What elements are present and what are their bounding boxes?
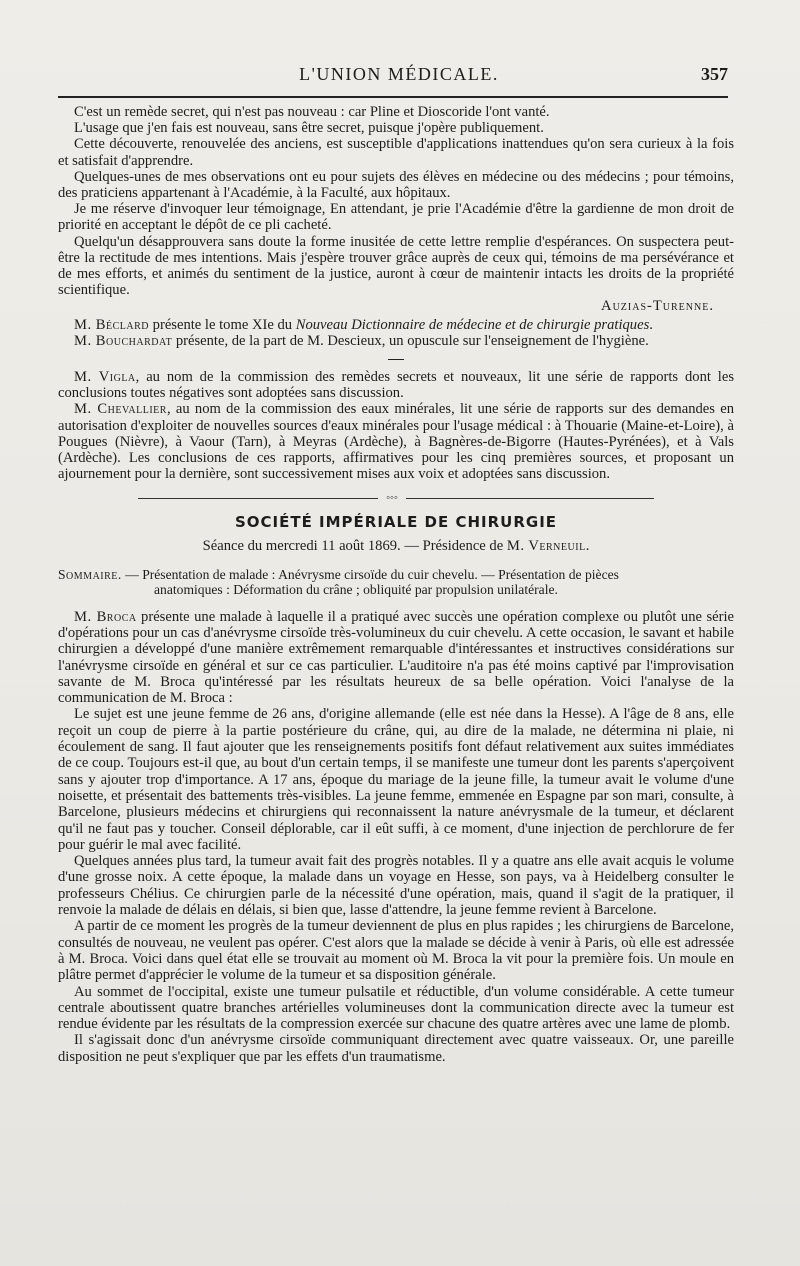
separator-dash (58, 351, 734, 365)
body-paragraph (58, 984, 734, 1033)
session-body (58, 609, 734, 1065)
announcement-text: présente le tome XIe du (149, 316, 296, 333)
body-paragraph (58, 1032, 734, 1065)
announcement (58, 333, 734, 349)
body-paragraph (58, 918, 734, 983)
session-suffix: . (585, 538, 590, 555)
paragraph: Quelqu'un désapprouvera sans doute la forme inusitée de cette lettre remplie d'espérances. On suspectera peut-être la rectitude de mes intentions. Mais j'espère trouver grâce auprès de ceux qui, témoins de ma persévérance et de mes efforts, et animés du sentiment de la justice, auront à cœur de maintenir intacts les droits de la propriété scientifique. (58, 233, 734, 299)
announcement (58, 317, 734, 333)
body-paragraph-text: Il s'agissait donc d'un anévrysme cirsoïde communiquant directement avec quatre vaisseaux. Or, une pareille disposition ne peut s'expliquer que par les effets d'un traumatisme. (58, 1032, 734, 1065)
announcement-text: présente, de la part de M. Descieux, un opuscule sur l'enseignement de l'hygiène. (172, 332, 649, 349)
speaker-name: M. Vigla (74, 369, 136, 386)
body-paragraph (58, 609, 734, 707)
body-paragraph-text: Quelques années plus tard, la tumeur avait fait des progrès notables. Il y a quatre ans elle avait acquis le volume d'une grosse noix. A cette époque, la malade dans un voyage en Hesse, son pays, va à Heidelberg consulter le professeurs Chélius. Ce chirurgien parle de la nécessité d'une opération, mais, quand il s'agit de la pratiquer, il renvoie la malade de délais en délais, si bien que, lasse d'attendre, la jeune femme revient à Barcelone. (58, 853, 734, 919)
summary-line-2: anatomiques : Déformation du crâne ; obliquité par propulsion unilatérale. (154, 581, 558, 597)
page-number: 357 (701, 64, 728, 84)
paragraph: Cette découverte, renouvelée des anciens, est susceptible d'applications inattendues qu'on sera curieux à la fois et satisfait d'apprendre. (58, 136, 734, 169)
speaker-name: M. Chevallier (74, 401, 167, 418)
body-paragraph-text: présente une malade à laquelle il a pratiqué avec succès une opération complexe ou plutôt une série d'opérations pour un cas d'anévrysme cirsoïde très-volumineux du cuir chevelu. A cette occasion, le savant et habile chirurgien a développé d'une manière extrêmement remarquable d'intéressantes et instructives considérations sur l'anévrysme cirsoïde en général et sur ce cas particulier. L'auditoire n'a pas été moins captivé par l'improvisation savante de M. Broca qu'intéressé par les résultats heureux de sa belle opération. Voici l'analyse de la communication de M. Broca : (58, 608, 734, 707)
paragraph: Je me réserve d'invoquer leur témoignage, En attendant, je prie l'Académie d'être la gardienne de mon droit de priorité en acceptant le dépôt de ce pli cacheté. (58, 201, 734, 234)
header-rule (58, 96, 728, 98)
speaker-name: M. Béclard (74, 316, 150, 333)
summary (58, 567, 734, 597)
ornament-knot-icon: ◦◦◦ (386, 492, 398, 505)
speaker-name: M. Bouchardat (74, 332, 173, 349)
summary-label: Sommaire. (58, 566, 122, 582)
summary-line-1: — Présentation de malade : Anévrysme cirsoïde du cuir chevelu. — Présentation de pièces (121, 566, 619, 582)
body-paragraph-text: Le sujet est une jeune femme de 26 ans, d'origine allemande (elle est née dans la Hesse). A l'âge de 8 ans, elle reçoit un coup de pierre à la partie postérieure du crâne, qui, au dire de la malade, ne détermina ni plaie, ni écoulement de sang. Il faut ajouter que les renseignements positifs font défaut relativement aux suites immédiates de ce coup. Toujours est-il que, au bout d'un certain temps, il se manifeste une tumeur dont les parents s'aperçoivent sans y ajouter trop d'importance. A 17 ans, époque du mariage de la jeune fille, la tumeur avait le volume d'une noisette, et présentait des battements très-visibles. La jeune femme, emmenée en Espagne par son mari, consulte, à Barcelone, plusieurs médecins et chirurgiens qui reconnaissent la nature anévrysmale de la tumeur, et déclarent qu'il ne faut pas y toucher. Conseil déplorable, car il eût suffi, à ce moment, d'une injection de perchlorure de fer pour guérir le mal avec facilité. (58, 706, 734, 853)
report-text: , au nom de la commission des remèdes secrets et nouveaux, lit une série de rapports dont les conclusions toutes négatives sont adoptées sans discussion. (58, 369, 735, 402)
session-president: M. Verneuil (506, 538, 586, 555)
paragraph: Quelques-unes de mes observations ont eu pour sujets des élèves en médecine ou des médecins ; pour témoins, des praticiens appartenant à l'Académie, à la Faculté, aux hôpitaux. (58, 168, 734, 202)
book-title: Nouveau Dictionnaire de médecine et de chirurgie pratiques (295, 316, 650, 333)
signature: Auzias-Turenne. (601, 298, 714, 315)
section-title: SOCIÉTÉ IMPÉRIALE DE CHIRURGIE (234, 513, 558, 532)
body-paragraph-text: Au sommet de l'occipital, existe une tumeur pulsatile et réductible, d'un volume considérable. A cette tumeur centrale aboutissent quatre branches artérielles volumineuses dont la communication directe avec la tumeur est rendue évidente par les résultats de la compression exercée sur chacune des quatre artères avec une lame de plomb. (58, 983, 734, 1033)
report (58, 401, 734, 482)
body-paragraph (58, 853, 734, 918)
page-header (58, 64, 740, 88)
section-ornament (58, 492, 734, 506)
session-line (58, 538, 734, 554)
body-paragraph-text: A partir de ce moment les progrès de la tumeur deviennent de plus en plus rapides ; les chirurgiens de Barcelone, consultés de nouveau, ne veulent pas opérer. C'est alors que la malade se décide à venir à Paris, où elle est adressée à M. Broca. Voici dans quel état elle se trouvait au moment où M. Broca la vit pour la première fois. Un moule en plâtre permet d'apprécier le volume de la tumeur et sa disposition générale. (58, 918, 734, 984)
content-column (58, 104, 734, 1065)
session-prefix: Séance du mercredi 11 août 1869. — Présidence de (202, 538, 507, 555)
paragraph: L'usage que j'en fais est nouveau, sans être secret, puisque j'opère publiquement. (74, 120, 544, 137)
running-title: L'UNION MÉDICALE. (299, 64, 499, 84)
announcement-tail: . (649, 316, 653, 333)
speaker-name: M. Broca (74, 608, 137, 625)
body-paragraph (58, 706, 734, 853)
report-text: , au nom de la commission des eaux minérales, lit une série de rapports sur des demandes en autorisation d'exploiter de nouvelles sources d'eaux minérales pour l'usage médical : à Thouarie (Maine-et-Loire), à Pougues (Nièvre), à Vaour (Tarn), à Meyras (Ardèche), à Bagnères-de-Bigorre (Hautes-Pyrénées), et à Vals (Ardèche). Les conclusions de ces rapports, affirmatives pour les cinq premières sources, et proposant un ajournement pour la dernière, sont successivement mises aux voix et adoptées sans discussion. (58, 401, 734, 483)
paragraph: C'est un remède secret, qui n'est pas nouveau : car Pline et Dioscoride l'ont vanté. (74, 104, 550, 120)
report (58, 369, 734, 401)
